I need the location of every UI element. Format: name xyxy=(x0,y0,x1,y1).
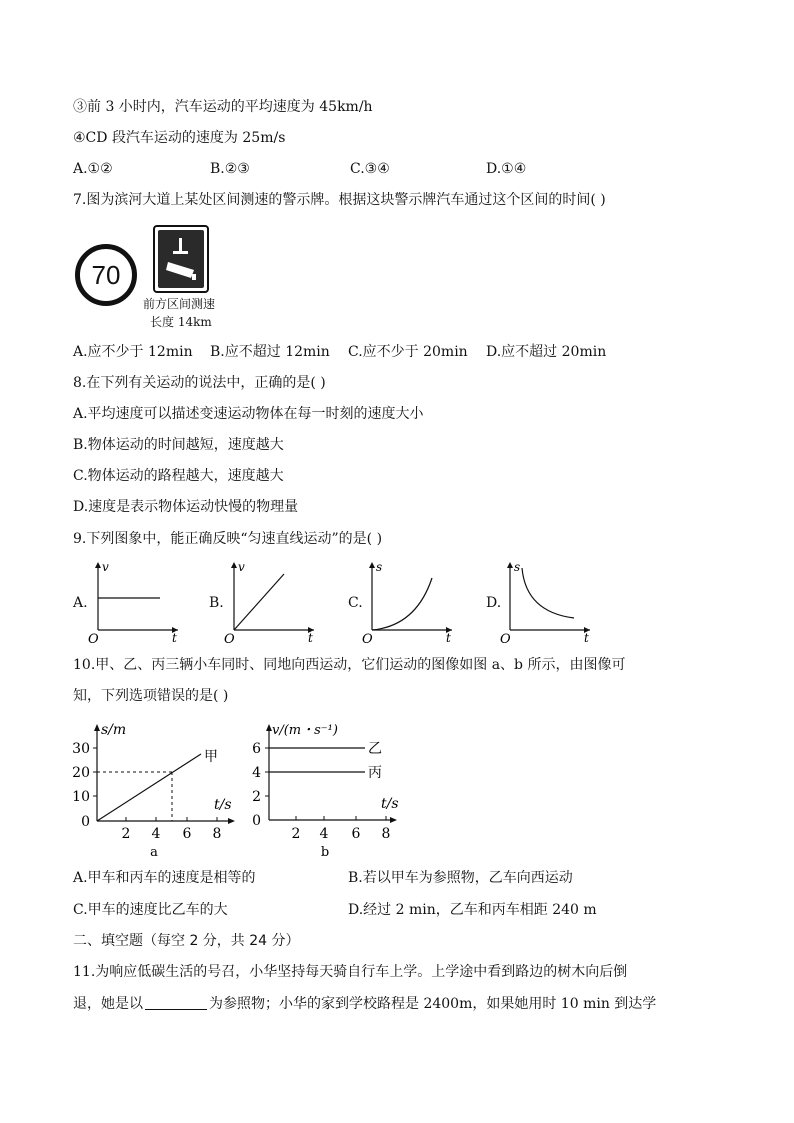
q6-option-a[interactable]: A.①② xyxy=(73,161,113,177)
q10-stem-line1: 10.甲、乙、丙三辆小车同时、同地向西运动，它们运动的图像如图 a、b 所示，由图像可 xyxy=(73,657,626,673)
graph-b-xtick: 2 xyxy=(291,826,301,842)
graph-b-xtick: 4 xyxy=(319,826,329,842)
graph-a-xtick: 8 xyxy=(212,826,222,842)
q9-graph-b xyxy=(222,558,322,646)
graph-a xyxy=(70,714,250,860)
q9-option-d[interactable]: D. xyxy=(486,595,502,611)
graph-a-ytick: 20 xyxy=(72,765,90,781)
sign-caption-line2: 长度 14km xyxy=(150,315,212,329)
q6-option-b[interactable]: B.②③ xyxy=(210,161,250,177)
graph-b xyxy=(244,714,424,860)
q7-option-c[interactable]: C.应不少于 20min xyxy=(348,344,468,360)
q9a-origin: O xyxy=(88,632,99,646)
q10-option-c[interactable]: C.甲车的速度比乙车的大 xyxy=(73,902,228,918)
graph-b-ytick: 0 xyxy=(252,813,261,829)
q9b-origin: O xyxy=(224,632,235,646)
q11-stem-line1: 11.为响应低碳生活的号召，小华坚持每天骑自行车上学。上学途中看到路边的树木向后倒 xyxy=(73,964,628,980)
q9-graph-c xyxy=(360,558,460,646)
q8-option-d[interactable]: D.速度是表示物体运动快慢的物理量 xyxy=(73,499,299,515)
graph-a-ytick: 10 xyxy=(72,789,90,805)
q9c-origin: O xyxy=(362,632,373,646)
q9-option-b[interactable]: B. xyxy=(209,595,224,611)
q7-stem: 7.图为滨河大道上某处区间测速的警示牌。根据这块警示牌汽车通过这个区间的时间( ) xyxy=(73,192,606,208)
q9d-x-label: t xyxy=(584,631,589,645)
q9c-y-label: s xyxy=(376,560,383,574)
camera-warning-sign xyxy=(153,225,209,293)
q9d-origin: O xyxy=(500,632,511,646)
graph-b-line1-label: 乙 xyxy=(368,741,382,757)
q7-option-b[interactable]: B.应不超过 12min xyxy=(210,344,330,360)
graph-a-line-label: 甲 xyxy=(204,749,218,765)
q10-option-d[interactable]: D.经过 2 min，乙车和丙车相距 240 m xyxy=(348,902,597,918)
q9-option-c[interactable]: C. xyxy=(348,595,363,611)
q6-option-c[interactable]: C.③④ xyxy=(350,161,390,177)
q11-stem-line2 xyxy=(73,994,656,1014)
q9a-y-label: v xyxy=(102,560,109,574)
graph-b-ytick: 4 xyxy=(252,765,261,781)
q6-option-d[interactable]: D.①④ xyxy=(486,161,527,177)
graph-a-caption: a xyxy=(150,845,158,860)
q9-graph-a xyxy=(86,558,186,646)
q10-option-b[interactable]: B.若以甲车为参照物，乙车向西运动 xyxy=(348,870,573,886)
graph-a-xtick: 2 xyxy=(121,826,131,842)
graph-b-x-label: t/s xyxy=(381,796,399,812)
graph-a-y-label: s/m xyxy=(101,722,127,738)
q11-text-after-blank: 为参照物；小华的家到学校路程是 2400m，如果她用时 10 min 到达学 xyxy=(209,996,657,1012)
graph-b-xtick: 6 xyxy=(351,826,361,842)
graph-a-x-label: t/s xyxy=(214,797,232,813)
q9-graph-d xyxy=(498,558,598,646)
speed-limit-value: 70 xyxy=(91,259,121,290)
statement-3: ③前 3 小时内，汽车运动的平均速度为 45km/h xyxy=(73,99,373,115)
graph-a-ytick: 0 xyxy=(81,814,90,830)
q9a-x-label: t xyxy=(172,631,177,645)
q11-answer-blank[interactable] xyxy=(145,995,207,1010)
q8-option-b[interactable]: B.物体运动的时间越短，速度越大 xyxy=(73,437,284,453)
q8-stem: 8.在下列有关运动的说法中，正确的是( ) xyxy=(73,375,326,391)
section-heading-fill-in: 二、填空题（每空 2 分，共 24 分） xyxy=(73,933,300,949)
q10-stem-line2: 知，下列选项错误的是( ) xyxy=(73,688,229,704)
graph-b-line2-label: 丙 xyxy=(368,765,382,781)
q9c-x-label: t xyxy=(446,631,451,645)
q11-text-before-blank: 退，她是以 xyxy=(73,996,143,1012)
q9d-y-label: s xyxy=(514,560,521,574)
q9b-x-label: t xyxy=(308,631,313,645)
graph-a-xtick: 6 xyxy=(182,826,192,842)
q9b-y-label: v xyxy=(238,560,245,574)
graph-b-y-label: v/(m・s⁻¹) xyxy=(272,723,338,738)
q8-option-c[interactable]: C.物体运动的路程越大，速度越大 xyxy=(73,468,284,484)
graph-b-ytick: 2 xyxy=(252,789,261,805)
speed-limit-sign xyxy=(75,244,137,306)
graph-b-ytick: 6 xyxy=(252,741,261,757)
q7-option-a[interactable]: A.应不少于 12min xyxy=(73,344,193,360)
graph-b-caption: b xyxy=(320,845,330,860)
q9-stem: 9.下列图象中，能正确反映“匀速直线运动”的是( ) xyxy=(73,531,383,547)
q7-option-d[interactable]: D.应不超过 20min xyxy=(486,344,607,360)
statement-4: ④CD 段汽车运动的速度为 25m/s xyxy=(73,130,286,146)
graph-b-xtick: 8 xyxy=(381,826,391,842)
camera-icon xyxy=(158,230,204,288)
q9-option-a[interactable]: A. xyxy=(73,595,88,611)
q10-option-a[interactable]: A.甲车和丙车的速度是相等的 xyxy=(73,870,256,886)
q8-option-a[interactable]: A.平均速度可以描述变速运动物体在每一时刻的速度大小 xyxy=(73,406,424,422)
graph-a-ytick: 30 xyxy=(72,741,90,757)
sign-caption-line1: 前方区间测速 xyxy=(143,297,216,311)
graph-a-xtick: 4 xyxy=(151,826,161,842)
